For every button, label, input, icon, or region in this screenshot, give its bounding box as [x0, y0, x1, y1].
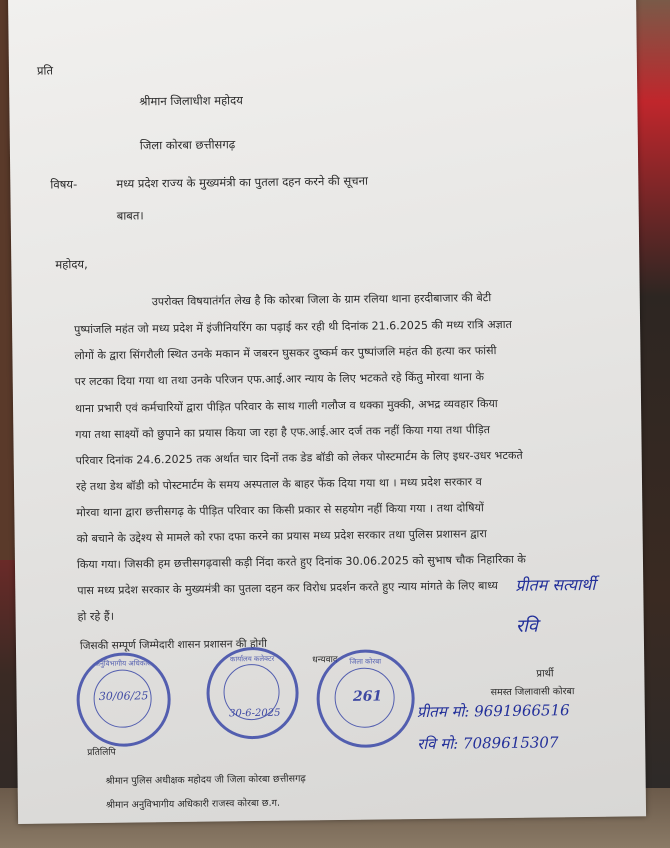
- body-line: पास मध्य प्रदेश सरकार के मुख्यमंत्री का पुतला दहन कर विरोध प्रदर्शन करते हुए न्याय मांगते के लिए बाध्य: [77, 579, 498, 598]
- body-line: मोरवा थाना द्वारा छत्तीसगढ़ के पीड़ित परिवार का किसी प्रकार से सहयोग नहीं किया गया । तथा दोषियों: [76, 501, 484, 520]
- body-line: परिवार दिनांक 24.6.2025 तक अर्थात चार दिनों तक डेड बॉडी को लेकर पोस्टमार्टम के लिए इधर-उधर भटकते: [75, 448, 523, 468]
- subject-line1: मध्य प्रदेश राज्य के मुख्यमंत्री का पुतला दहन करने की सूचना: [116, 173, 368, 191]
- official-stamp-3: [316, 649, 415, 748]
- cc-line-2: श्रीमान अनुविभागीय अधिकारी राजस्व कोरबा छ.ग.: [105, 797, 281, 811]
- applicant-label: प्रार्थी: [536, 668, 554, 680]
- copy-label: प्रतिलिपि: [87, 747, 116, 759]
- body-line: पुष्पांजलि महंत जो मध्य प्रदेश में इंजीनियरिंग का पढ़ाई कर रही थी दिनांक 21.6.2025 की मध्य रात्रि अज्ञात: [74, 317, 512, 337]
- salutation: महोदय,: [55, 257, 88, 272]
- stamp2-date: 30-6-2025: [229, 707, 281, 720]
- official-stamp-2: [206, 647, 299, 740]
- body-line: रहे तथा डेथ बॉडी को पोस्टमार्टम के समय अस्पताल के बाहर फेंक दिया गया था । मध्य प्रदेश सरकार व: [75, 475, 482, 494]
- stamp1-text: अनुविभागीय अधिकारी: [94, 659, 152, 668]
- body-line: थाना प्रभारी एवं कर्मचारियों द्वारा पीड़ित परिवार के साथ गाली गलौज व धक्का मुक्की, अभद्र व्यवहार किया: [74, 397, 498, 416]
- subject-label: विषय-: [50, 177, 78, 192]
- addressee-line2: जिला कोरबा छत्तीसगढ़: [139, 137, 236, 153]
- stamp1-handwritten: 30/06/25: [98, 689, 149, 703]
- official-stamp-1: [76, 652, 171, 747]
- signature-ravi: रवि: [515, 615, 538, 637]
- body-line: पर लटका दिया गया था तथा उनके परिजन एफ.आई.आर न्याय के लिए भटकते रहे किंतु मोरवा थाना के: [74, 370, 484, 389]
- body-line: उपरोक्त विषयातंर्गत लेख है कि कोरबा जिला के ग्राम रलिया थाना हरदीबाजार की बेटी: [151, 291, 492, 309]
- subject-line2: बाबत।: [116, 208, 144, 223]
- stamp3-number: 261: [352, 688, 383, 705]
- contact-ravi: रवि मो: 7089615307: [417, 733, 559, 754]
- prati-label: प्रति: [36, 63, 54, 78]
- body-line: को बचाने के उद्देश्य से मामले को रफा दफा करने का प्रयास मध्य प्रदेश सरकार तथा पुलिस प्रशासन द्वारा: [76, 527, 487, 546]
- responsibility-line: जिसकी सम्पूर्ण जिम्मेदारी शासन प्रशासन की होगी: [79, 637, 267, 653]
- thanks-text: धन्यवाद: [312, 655, 338, 666]
- applicant-name: समस्त जिलावासी कोरबा: [490, 686, 575, 699]
- cc-line-1: श्रीमान पुलिस अधीक्षक महोदय जी जिला कोरबा छत्तीसगढ़: [105, 773, 306, 787]
- body-line: लोगों के द्वारा सिंगरौली स्थित उनके मकान में जबरन घुसकर दुष्कर्म कर पुष्पांजलि महंत की हत्या कर फांसी: [74, 344, 497, 363]
- contact-pritam: प्रीतम मो: 9691966516: [416, 701, 570, 722]
- stamp3-text: जिला कोरबा: [349, 657, 382, 666]
- letter-page: [8, 0, 646, 824]
- stamp2-text: कार्यालय कलेक्टर: [229, 654, 275, 664]
- addressee-line1: श्रीमान जिलाधीश महोदय: [139, 93, 243, 109]
- signature-pritam: प्रीतम सत्यार्थी: [515, 574, 596, 595]
- body-line: किया गया। जिसकी हम छत्तीसगढ़वासी कड़ी निंदा करते हुए दिनांक 30.06.2025 को सुभाष चौक निहारिका के: [76, 552, 526, 572]
- body-line: हो रहे हैं।: [77, 609, 115, 624]
- body-line: गया तथा साक्ष्यों को छुपाने का प्रयास किया जा रहा है एफ.आई.आर दर्ज तक नहीं किया गया तथा पीड़ित: [75, 423, 491, 442]
